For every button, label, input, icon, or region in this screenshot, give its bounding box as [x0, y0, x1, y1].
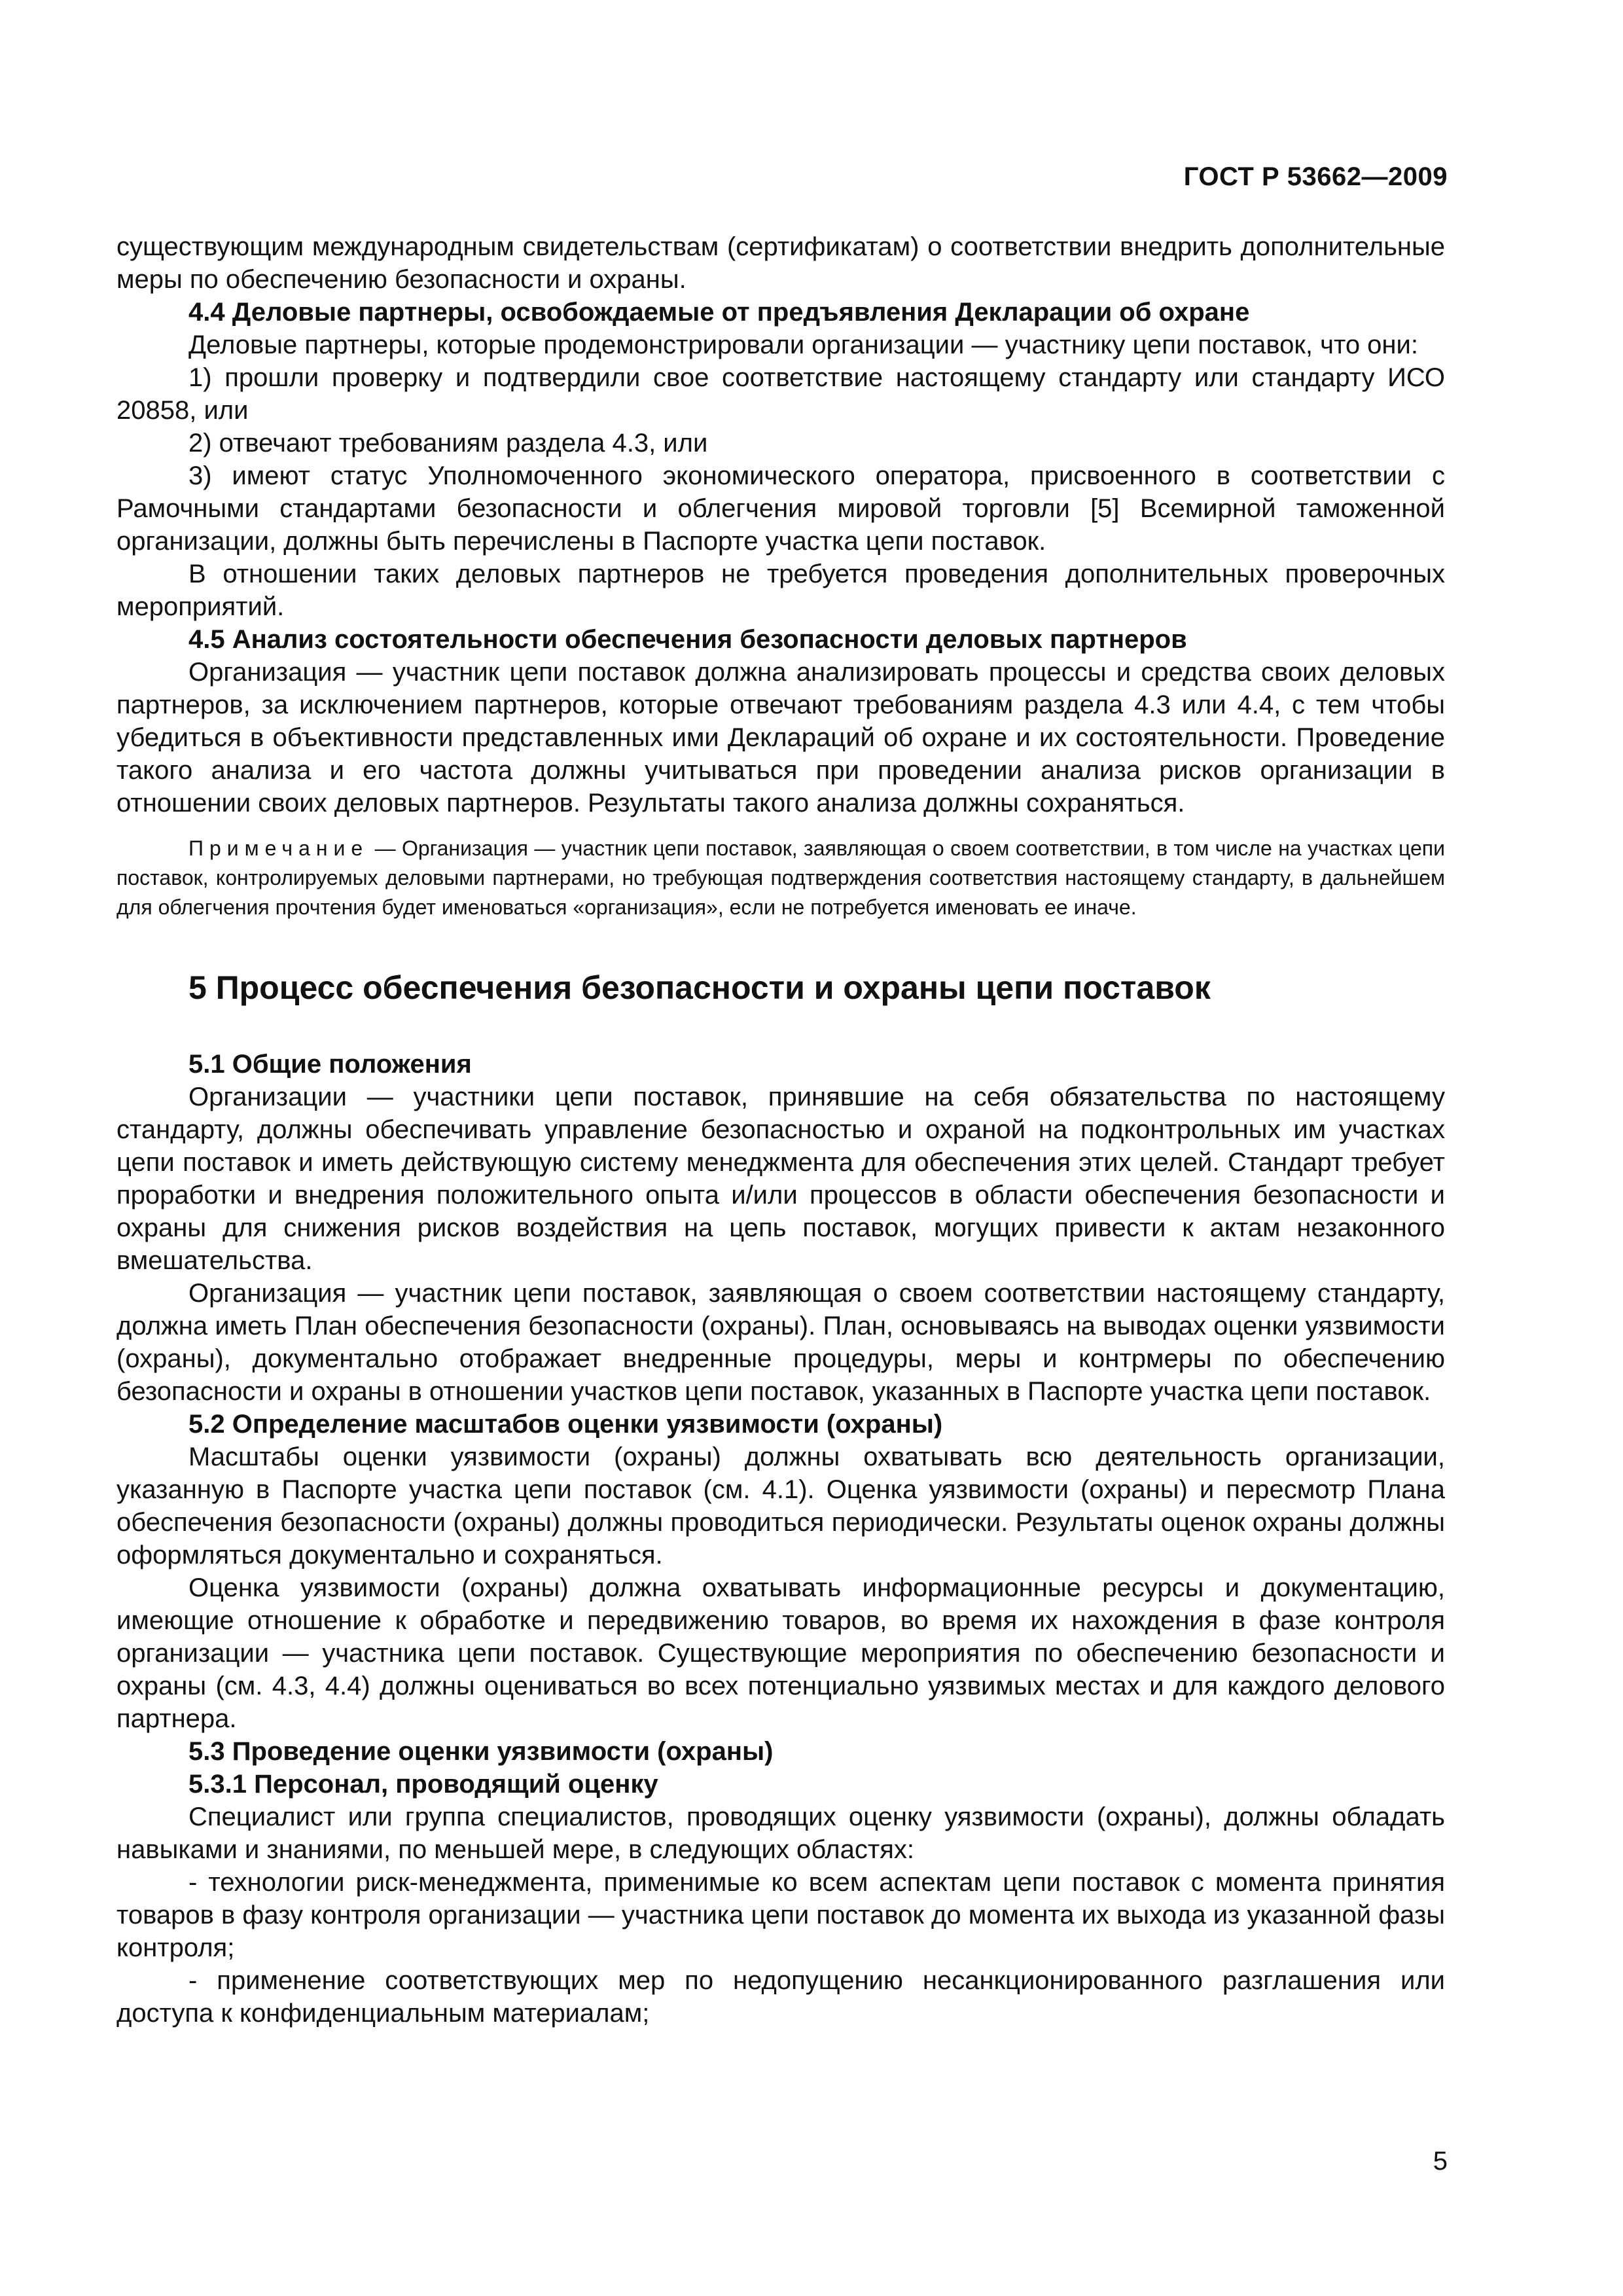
- section-4-5-note: [116, 834, 1445, 922]
- note-text: — Организация — участник цепи поставок, заявляющая о своем соответствии, в том числе на участках цепи поставок, контролируемых деловыми партнерами, но требующая подтверждения соответствия настоящему стандарту, в дальнейшем для облегчения прочтения будет именоваться «организация», если не потребуется именовать ее иначе.: [116, 836, 1445, 919]
- document-header: ГОСТ Р 53662—2009: [1183, 162, 1448, 191]
- page-number: 5: [1433, 2147, 1448, 2176]
- section-4-4-item-3: 3) имеют статус Уполномоченного экономического оператора, присвоенного в соответствии с Рамочными стандартами безопасности и облегчения мировой торговли [5] Всемирной таможенной организации, должны быть перечислены в Паспорте участка цепи поставок.: [116, 461, 1445, 556]
- section-5-2-paragraph-2: Оценка уязвимости (охраны) должна охватывать информационные ресурсы и документацию, имеющие отношение к обработке и передвижению товаров, во время их нахождения в фазе контроля организации — участника цепи поставок. Существующие мероприятия по обеспечению безопасности и охраны (см. 4.3, 4.4) должны оцениваться во всех потенциально уязвимых местах и для каждого делового партнера.: [116, 1573, 1445, 1733]
- section-5-1-heading: 5.1 Общие положения: [188, 1050, 472, 1079]
- section-4-4-closing: В отношении таких деловых партнеров не требуется проведения дополнительных проверочных мероприятий.: [116, 560, 1445, 621]
- continuation-paragraph: существующим международным свидетельствам (сертификатам) о соответствии внедрить дополнительные меры по обеспечению безопасности и охраны.: [116, 232, 1445, 294]
- section-4-4-heading: 4.4 Деловые партнеры, освобождаемые от предъявления Декларации об охране: [188, 298, 1250, 327]
- section-4-5-heading: 4.5 Анализ состоятельности обеспечения безопасности деловых партнеров: [188, 625, 1187, 654]
- section-4-5-body: Организация — участник цепи поставок должна анализировать процессы и средства своих деловых партнеров, за исключением партнеров, которые отвечают требованиям раздела 4.3 или 4.4, с тем чтобы убедиться в объективности представленных ими Деклараций об охране и их состоятельности. Проведение такого анализа и его частота должны учитываться при проведении анализа рисков организации в отношении своих деловых партнеров. Результаты такого анализа должны сохраняться.: [116, 658, 1445, 817]
- section-4-4-item-2: 2) отвечают требованиям раздела 4.3, или: [188, 429, 708, 457]
- section-5-1-paragraph-1: Организации — участники цепи поставок, принявшие на себя обязательства по настоящему стандарту, должны обеспечивать управление безопасностью и охраной на подконтрольных им участках цепи поставок и иметь действующую систему менеджмента для обеспечения этих целей. Стандарт требует проработки и внедрения положительного опыта и/или процессов в области обеспечения безопасности и охраны для снижения рисков воздействия на цепь поставок, могущих привести к актам незаконного вмешательства.: [116, 1083, 1445, 1275]
- document-body: [116, 230, 1445, 2030]
- section-4-4-item-1: 1) прошли проверку и подтвердили свое соответствие настоящему стандарту или стандарту ИСО 20858, или: [116, 363, 1445, 425]
- section-5-2-heading: 5.2 Определение масштабов оценки уязвимости (охраны): [188, 1410, 943, 1439]
- section-5-3-heading: 5.3 Проведение оценки уязвимости (охраны): [188, 1737, 774, 1766]
- section-5-3-1-heading: 5.3.1 Персонал, проводящий оценку: [188, 1770, 658, 1799]
- section-5-3-1-item-1: - технологии риск-менеджмента, применимые ко всем аспектам цепи поставок с момента принятия товаров в фазу контроля организации — участника цепи поставок до момента их выхода из указанной фазы контроля;: [116, 1868, 1445, 1962]
- section-5-3-1-intro: Специалист или группа специалистов, проводящих оценку уязвимости (охраны), должны обладать навыками и знаниями, по меньшей мере, в следующих областях:: [116, 1803, 1445, 1864]
- section-5-1-paragraph-2: Организация — участник цепи поставок, заявляющая о своем соответствии настоящему стандарту, должна иметь План обеспечения безопасности (охраны). План, основываясь на выводах оценки уязвимости (охраны), документально отображает внедренные процедуры, меры и контрмеры по обеспечению безопасности и охраны в отношении участков цепи поставок, указанных в Паспорте участка цепи поставок.: [116, 1279, 1445, 1406]
- section-5-2-paragraph-1: Масштабы оценки уязвимости (охраны) должны охватывать всю деятельность организации, указанную в Паспорте участка цепи поставок (см. 4.1). Оценка уязвимости (охраны) и пересмотр Плана обеспечения безопасности (охраны) должны проводиться периодически. Результаты оценок охраны должны оформляться документально и сохраняться.: [116, 1443, 1445, 1570]
- section-4-4-intro: Деловые партнеры, которые продемонстрировали организации — участнику цепи поставок, что они:: [188, 331, 1418, 359]
- section-5-3-1-item-2: - применение соответствующих мер по недопущению несанкционированного разглашения или доступа к конфиденциальным материалам;: [116, 1966, 1445, 2028]
- section-5-heading: 5 Процесс обеспечения безопасности и охраны цепи поставок: [188, 969, 1211, 1006]
- note-label: Примечание: [188, 836, 369, 860]
